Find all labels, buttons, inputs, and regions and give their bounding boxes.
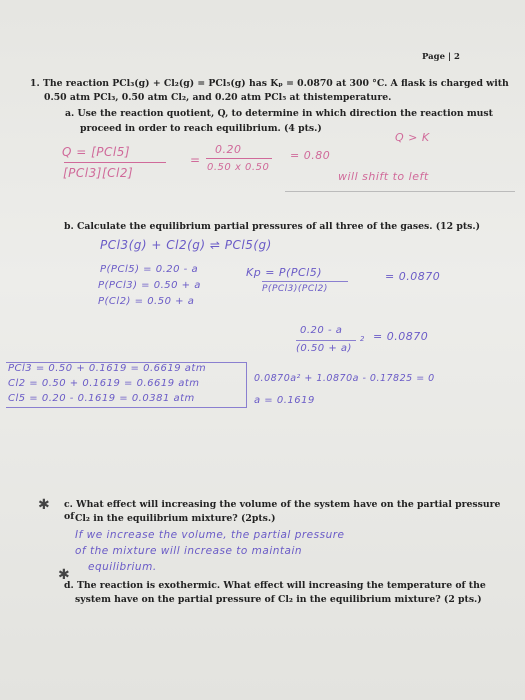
hw-b-kp-bar [262, 281, 348, 282]
star-mark-c: ✱ [38, 497, 51, 513]
hw-b-answer-pcl5: Cl5 = 0.20 - 0.1619 = 0.0381 atm [8, 393, 195, 404]
hw-b-eq-bar [296, 340, 356, 341]
hw-b-eq-value: = 0.0870 [373, 330, 429, 343]
hw-a-frac-numerator: 0.20 [215, 143, 242, 156]
hw-b-eq-power: 2 [360, 335, 365, 343]
hw-b-eq-denominator: (0.50 + a) [296, 343, 352, 354]
part-c-prompt-line2: Cl₂ in the equilibrium mixture? (2pts.) [75, 513, 276, 524]
hw-b-answer-pcl3: PCl3 = 0.50 + 0.1619 = 0.6619 atm [8, 363, 207, 374]
hw-a-conclusion: will shift to left [338, 170, 429, 183]
question-intro-line1: 1. The reaction PCl₃(g) + Cl₂(g) = PCl₅(g) has Kₚ = 0.0870 at 300 °C. A flask is charged with [30, 78, 509, 89]
hw-a-q-denominator: [PCl3][Cl2] [63, 166, 134, 180]
question-intro-line2: 0.50 atm PCl₃, 0.50 atm Cl₂, and 0.20 atm PCl₅ at thistemperature. [44, 92, 392, 103]
hw-b-p-cl2: P(Cl2) = 0.50 + a [98, 296, 195, 307]
hw-b-kp-value: = 0.0870 [385, 270, 441, 283]
hw-b-p-pcl3: P(PCl3) = 0.50 + a [98, 280, 201, 291]
part-d-prompt-line2: system have on the partial pressure of Cl₂ in the equilibrium mixture? (2 pts.) [75, 594, 482, 605]
part-a-prompt-line2: proceed in order to reach equilibrium. (4 pts.) [80, 123, 322, 134]
part-c-prompt-line1: c. What effect will increasing the volume of the system have on the partial pressure of [64, 499, 501, 522]
hw-b-eq-numerator: 0.20 - a [300, 325, 343, 336]
star-mark-d: ✱ [58, 567, 71, 583]
hw-a-compare: Q > K [395, 131, 430, 144]
hw-a-frac-denominator: 0.50 x 0.50 [207, 162, 270, 173]
part-b-prompt: b. Calculate the equilibrium partial pressures of all three of the gases. (12 pts.) [64, 221, 480, 232]
hw-c-answer-line3: equilibrium. [88, 561, 157, 573]
part-d-prompt-line1: d. The reaction is exothermic. What effect will increasing the temperature of the [64, 580, 486, 591]
hw-b-root: a = 0.1619 [254, 395, 315, 406]
hw-b-kp-numerator: Kp = P(PCl5) [246, 266, 322, 279]
hw-b-p-pcl5: P(PCl5) = 0.20 - a [100, 264, 199, 275]
hw-a-frac-bar [206, 158, 272, 159]
hw-a-q-fraction-bar [64, 162, 166, 163]
hw-b-answer-cl2: Cl2 = 0.50 + 0.1619 = 0.6619 atm [8, 378, 200, 389]
hw-c-answer-line1: If we increase the volume, the partial pressure [75, 529, 345, 541]
hw-c-answer-line2: of the mixture will increase to maintain [75, 545, 303, 557]
hw-a-q-numerator: Q = [PCl5] [62, 145, 131, 159]
page-header: Page | 2 [422, 52, 460, 62]
hw-a-underline [285, 191, 515, 192]
hw-b-kp-denominator: P(PCl3)(PCl2) [262, 284, 328, 294]
hw-b-reaction: PCl3(g) + Cl2(g) ⇌ PCl5(g) [100, 238, 272, 252]
hw-a-result: = 0.80 [290, 149, 331, 162]
hw-a-equals: = [190, 153, 201, 167]
hw-b-quadratic: 0.0870a² + 1.0870a - 0.17825 = 0 [254, 373, 435, 384]
part-a-prompt-line1: a. Use the reaction quotient, Q, to determine in which direction the reaction must [65, 108, 493, 119]
